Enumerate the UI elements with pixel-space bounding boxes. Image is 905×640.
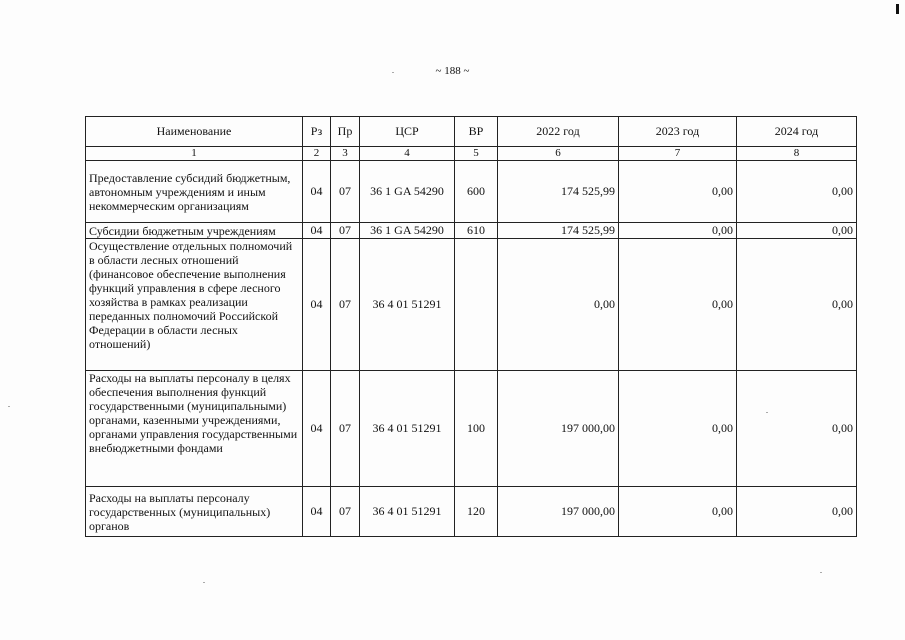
row-2022: 197 000,00 — [498, 371, 619, 487]
row-2022: 174 525,99 — [498, 223, 619, 239]
col-header-2024: 2024 год — [737, 117, 857, 147]
row-csr: 36 4 01 51291 — [360, 239, 455, 371]
col-header-name: Наименование — [86, 117, 303, 147]
budget-table — [85, 116, 857, 537]
col-header-2023: 2023 год — [619, 117, 737, 147]
row-rz: 04 — [303, 239, 331, 371]
row-pr: 07 — [331, 371, 360, 487]
col-number: 6 — [498, 147, 619, 161]
row-pr: 07 — [331, 239, 360, 371]
scan-speck — [392, 72, 394, 73]
row-2023: 0,00 — [619, 239, 737, 371]
row-2023: 0,00 — [619, 487, 737, 537]
scan-speck — [8, 406, 10, 407]
row-2024: 0,00 — [737, 239, 857, 371]
row-name: Осуществление отдельных полномочий в области лесных отношений (финансовое обеспечение выполнения функций управления в сфере лесного хозяйства в рамках реализации переданных полномочий Российской Федерации в области лесных отношений) — [86, 239, 303, 371]
row-csr: 36 1 GA 54290 — [360, 223, 455, 239]
col-number: 4 — [360, 147, 455, 161]
scan-speck — [820, 572, 822, 573]
row-rz: 04 — [303, 223, 331, 239]
row-name: Субсидии бюджетным учреждениям — [86, 223, 303, 239]
row-2024: 0,00 — [737, 223, 857, 239]
row-name: Расходы на выплаты персоналу государственных (муниципальных) органов — [86, 487, 303, 537]
corner-mark — [896, 4, 899, 14]
row-2022: 0,00 — [498, 239, 619, 371]
table-row — [86, 223, 857, 239]
row-csr: 36 4 01 51291 — [360, 371, 455, 487]
page-number: ~ 188 ~ — [435, 65, 470, 77]
row-vr: 100 — [455, 371, 498, 487]
col-number: 3 — [331, 147, 360, 161]
row-2023: 0,00 — [619, 371, 737, 487]
row-2022: 197 000,00 — [498, 487, 619, 537]
row-vr: 120 — [455, 487, 498, 537]
col-header-vr: ВР — [455, 117, 498, 147]
row-csr: 36 4 01 51291 — [360, 487, 455, 537]
row-rz: 04 — [303, 161, 331, 223]
col-number: 7 — [619, 147, 737, 161]
row-2023: 0,00 — [619, 223, 737, 239]
col-header-2022: 2022 год — [498, 117, 619, 147]
row-pr: 07 — [331, 161, 360, 223]
col-header-rz: Рз — [303, 117, 331, 147]
col-number: 5 — [455, 147, 498, 161]
table-row — [86, 487, 857, 537]
scan-speck — [203, 582, 205, 583]
table-row — [86, 371, 857, 487]
row-vr: 610 — [455, 223, 498, 239]
col-number: 1 — [86, 147, 303, 161]
table-row — [86, 239, 857, 371]
col-number: 2 — [303, 147, 331, 161]
header-row — [86, 117, 857, 147]
row-name: Предоставление субсидий бюджетным, автономным учреждениям и иным некоммерческим организациям — [86, 161, 303, 223]
col-header-csr: ЦСР — [360, 117, 455, 147]
row-pr: 07 — [331, 223, 360, 239]
row-vr — [455, 239, 498, 371]
row-2022: 174 525,99 — [498, 161, 619, 223]
row-name: Расходы на выплаты персоналу в целях обеспечения выполнения функций государственными (муниципальными) органами, казенными учреждениями, органами управления государственными внебюджетными фондами — [86, 371, 303, 487]
row-2024: 0,00 — [737, 487, 857, 537]
row-vr: 600 — [455, 161, 498, 223]
col-number: 8 — [737, 147, 857, 161]
row-rz: 04 — [303, 371, 331, 487]
row-2024: 0,00 — [737, 371, 857, 487]
scan-speck — [766, 412, 768, 413]
table-row — [86, 161, 857, 223]
column-number-row — [86, 147, 857, 161]
row-csr: 36 1 GA 54290 — [360, 161, 455, 223]
col-header-pr: Пр — [331, 117, 360, 147]
row-rz: 04 — [303, 487, 331, 537]
row-pr: 07 — [331, 487, 360, 537]
row-2024: 0,00 — [737, 161, 857, 223]
row-2023: 0,00 — [619, 161, 737, 223]
